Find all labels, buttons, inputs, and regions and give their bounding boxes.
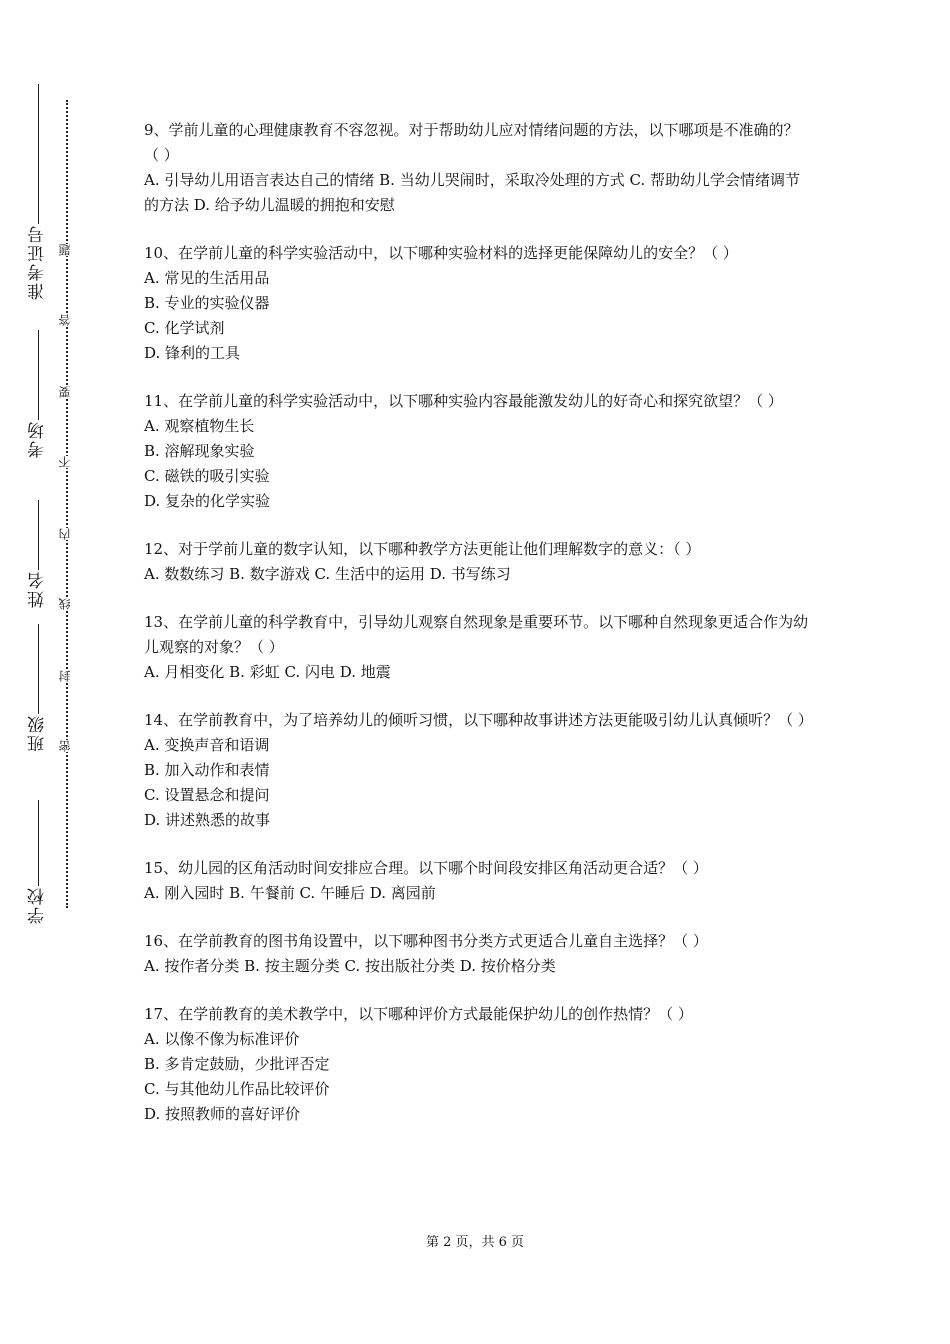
question-text: 10、在学前儿童的科学实验活动中，以下哪种实验材料的选择更能保障幼儿的安全？（ ）: [144, 244, 738, 262]
option-b: B. 专业的实验仪器: [144, 294, 270, 312]
option-b: B. 溶解现象实验: [144, 442, 255, 460]
exam-number-field: [18, 84, 58, 300]
page-footer: 第 2 页，共 6 页: [425, 1235, 525, 1250]
question-13: [144, 610, 812, 685]
question-options: A. 数数练习 B. 数字游戏 C. 生活中的运用 D. 书写练习: [144, 565, 511, 583]
seal-char: 题: [56, 244, 76, 256]
option-c: C. 磁铁的吸引实验: [144, 467, 270, 485]
option-c: C. 设置悬念和提问: [144, 786, 270, 804]
seal-char: 内: [56, 528, 76, 540]
name-label: 姓名: [28, 570, 48, 608]
option-d: D. 讲述熟悉的故事: [144, 811, 271, 829]
question-15: [144, 856, 812, 906]
question-list: [144, 118, 812, 1150]
option-c: C. 化学试剂: [144, 319, 225, 337]
question-9: [144, 118, 812, 218]
question-text: 14、在学前教育中，为了培养幼儿的倾听习惯，以下哪种故事讲述方法更能吸引幼儿认真倾听？（ ）: [144, 711, 813, 729]
school-field: [18, 800, 58, 924]
question-text: 16、在学前教育的图书角设置中，以下哪种图书分类方式更适合儿童自主选择？（ ）: [144, 932, 708, 950]
question-text: 13、在学前儿童的科学教育中，引导幼儿观察自然现象是重要环节。以下哪种自然现象更适合作为幼儿观察的对象？（ ）: [144, 613, 809, 656]
question-10: [144, 241, 812, 366]
question-11: [144, 389, 812, 514]
option-a: A. 观察植物生长: [144, 417, 255, 435]
seal-char: 线: [56, 598, 76, 610]
question-text: 15、幼儿园的区角活动时间安排应合理。以下哪个时间段安排区角活动更合适？（ ）: [144, 859, 708, 877]
exam-room-label: 考场: [28, 420, 48, 458]
option-b: B. 加入动作和表情: [144, 761, 270, 779]
question-12: [144, 537, 812, 587]
question-text: 17、在学前教育的美术教学中，以下哪种评价方式最能保护幼儿的创作热情？（ ）: [144, 1005, 693, 1023]
question-options: A. 按作者分类 B. 按主题分类 C. 按出版社分类 D. 按价格分类: [144, 957, 556, 975]
seal-dotted-line: [66, 100, 68, 908]
option-a: A. 常见的生活用品: [144, 269, 270, 287]
exam-room-field: [18, 330, 58, 458]
question-options: A. 月相变化 B. 彩虹 C. 闪电 D. 地震: [144, 663, 391, 681]
seal-char: 答: [56, 314, 76, 326]
class-field: [18, 624, 58, 752]
seal-char: 密: [56, 740, 76, 752]
option-a: A. 变换声音和语调: [144, 736, 270, 754]
question-16: [144, 929, 812, 979]
question-text: 11、在学前儿童的科学实验活动中，以下哪种实验内容最能激发幼儿的好奇心和探究欲望？（ ）: [144, 392, 783, 410]
question-text: 9、学前儿童的心理健康教育不容忽视。对于帮助幼儿应对情绪问题的方法，以下哪项是不准确的？（ ）: [144, 121, 799, 164]
option-a: A. 以像不像为标准评价: [144, 1030, 300, 1048]
seal-char: 要: [56, 386, 76, 398]
option-b: B. 多肯定鼓励，少批评否定: [144, 1055, 330, 1073]
seal-char: 封: [56, 670, 76, 682]
question-text: 12、对于学前儿童的数字认知，以下哪种教学方法更能让他们理解数字的意义：（ ）: [144, 540, 701, 558]
question-17: [144, 1002, 812, 1127]
question-14: [144, 708, 812, 833]
class-label: 班级: [28, 714, 48, 752]
option-c: C. 与其他幼儿作品比较评价: [144, 1080, 330, 1098]
option-d: D. 按照教师的喜好评价: [144, 1105, 301, 1123]
name-field: [18, 500, 58, 608]
seal-char: 不: [56, 456, 76, 468]
option-d: D. 复杂的化学实验: [144, 492, 271, 510]
binding-margin: [0, 0, 110, 1344]
exam-number-label: 准考证号: [28, 224, 48, 300]
option-d: D. 锋利的工具: [144, 344, 241, 362]
question-options: A. 引导幼儿用语言表达自己的情绪 B. 当幼儿哭闹时，采取冷处理的方式 C. 帮助幼儿学会情绪调节的方法 D. 给予幼儿温暖的拥抱和安慰: [144, 171, 800, 214]
school-label: 学校: [28, 886, 48, 924]
question-options: A. 刚入园时 B. 午餐前 C. 午睡后 D. 离园前: [144, 884, 436, 902]
